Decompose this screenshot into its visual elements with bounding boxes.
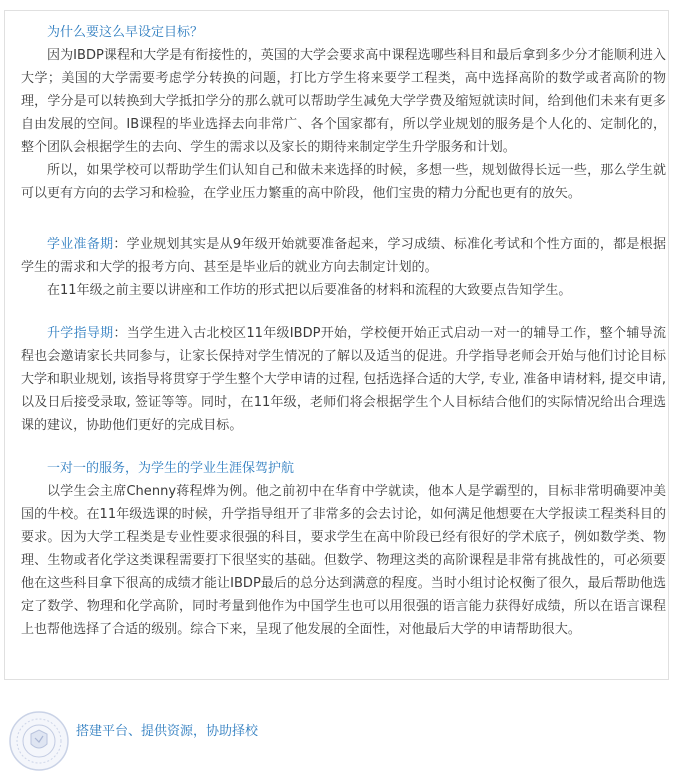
article-content [21, 21, 666, 641]
spacer [21, 437, 666, 457]
spacer [21, 302, 666, 322]
school-seal-icon [8, 710, 70, 772]
text-preparation-period: ：学业规划其实是从9年级开始就要准备起来，学习成绩、标准化考试和个性方面的，都是根据学生的需求和大学的报考方向、甚至是毕业后的就业方向去制定计划的。 [21, 237, 666, 275]
footer-section [6, 708, 666, 772]
footer-heading: 搭建平台、提供资源，协助择校 [76, 724, 259, 739]
paragraph-before-grade-11: 在11年级之前主要以讲座和工作坊的形式把以后要准备的材料和流程的大致要点告知学生。 [47, 283, 572, 298]
section-heading-one-on-one: 一对一的服务，为学生的学业生涯保驾护航 [47, 461, 295, 476]
paragraph-preparation-period [21, 233, 666, 279]
spacer [21, 205, 666, 233]
lead-guidance-period: 升学指导期 [47, 326, 114, 341]
article-card [4, 10, 669, 680]
paragraph-ibdp-connection: 因为IBDP课程和大学是有衔接性的，英国的大学会要求高中课程选哪些科目和最后拿到多少分才能顺利进入大学；美国的大学需要考虑学分转换的问题，打比方学生将来要学工程类，高中选择高阶的数学或者高阶的物理，学分是可以转换到大学抵扣学分的那么就可以帮助学生减免大学学费及缩短就读时间，给到他们未来有更多自由发展的空间。IB课程的毕业选择去向非常广、各个国家都有，所以学业规划的服务是个人化的、定制化的，整个团队会根据学生的去向、学生的需求以及家长的期待来制定学生升学服务和计划。 [21, 48, 666, 155]
lead-preparation-period: 学业准备期 [47, 237, 114, 252]
section-heading-why-early: 为什么要这么早设定目标？ [47, 25, 204, 40]
paragraph-chenny-example: 以学生会主席Chenny蒋程烨为例。他之前初中在华育中学就读，他本人是学霸型的，目标非常明确要冲美国的牛校。在11年级选课的时候，升学指导组开了非常多的会去讨论，如何满足他想要在大学报读工程类科目的要求。因为大学工程类是专业性要求很强的科目，要求学生在高中阶段已经有很好的学术底子，例如数学类、物理、生物或者化学这类课程需要打下很坚实的基础。但数学、物理这类的高阶课程是非常有挑战性的，可必须要他在这些科目拿下很高的成绩才能让IBDP最后的总分达到满意的程度。当时小组讨论权衡了很久，最后帮助他选定了数学、物理和化学高阶，同时考量到他作为中国学生也可以用很强的语言能力获得好成绩，所以在语言课程上也帮他选择了合适的级别。综合下来，呈现了他发展的全面性，对他最后大学的申请帮助很大。 [21, 484, 666, 637]
paragraph-guidance-period [21, 322, 666, 437]
paragraph-long-term-planning: 所以，如果学校可以帮助学生们认知自己和做未来选择的时候，多想一些，规划做得长远一些，那么学生就可以更有方向的去学习和检验，在学业压力繁重的高中阶段，他们宝贵的精力分配也更有的放矢。 [21, 163, 666, 201]
text-guidance-period: ：当学生进入古北校区11年级IBDP开始，学校便开始正式启动一对一的辅导工作，整个辅导流程也会邀请家长共同参与，让家长保持对学生情况的了解以及适当的促进。升学指导老师会开始与他们讨论目标大学和职业规划, 该指导将贯穿于学生整个大学申请的过程, 包括选择合适的大学, 专业, 准备申请材料, 提交申请, 以及日后接受录取, 签证等等。同时，在11年级，老师们将会根据学生个人目标结合他们的实际情况给出合理选课的建议，协助他们更好的完成目标。 [21, 326, 666, 433]
